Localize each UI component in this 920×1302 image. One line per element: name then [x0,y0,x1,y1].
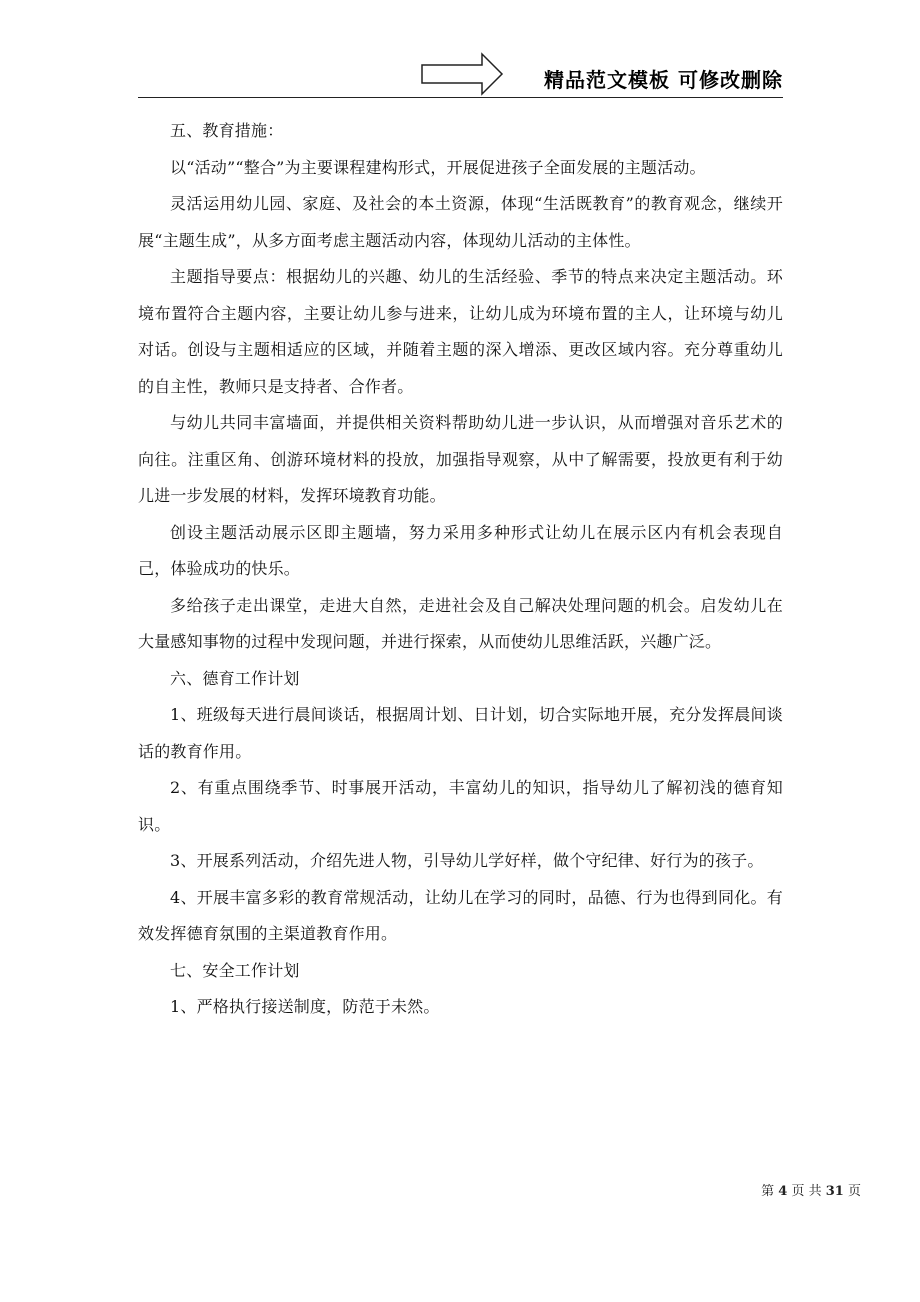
section-heading-5: 五、教育措施： [170,121,284,140]
footer-middle: 页 共 [791,1184,822,1199]
footer-suffix: 页 [847,1184,861,1199]
list-item: 1、班级每天进行晨间谈话，根据周计划、日计划，切合实际地开展，充分发挥晨间谈话的教育作用。 [138,705,783,761]
section-heading-6: 六、德育工作计划 [170,668,300,688]
list-item: 3、开展系列活动，介绍先进人物，引导幼儿学好样，做个守纪律、好行为的孩子。 [170,851,764,870]
footer-prefix: 第 [761,1184,775,1199]
list-item: 2、有重点围绕季节、时事展开活动，丰富幼儿的知识，指导幼儿了解初浅的德育知识。 [138,778,783,834]
paragraph: 主题指导要点：根据幼儿的兴趣、幼儿的生活经验、季节的特点来决定主题活动。环境布置符合主题内容，主要让幼儿参与进来，让幼儿成为环境布置的主人，让环境与幼儿对话。创设与主题相适应的区域，并随着主题的深入增添、更改区域内容。充分尊重幼儿的自主性，教师只是支持者、合作者。 [138,267,783,396]
page-number-footer [761,1180,861,1199]
section-heading-7: 七、安全工作计划 [170,960,300,980]
paragraph: 多给孩子走出课堂，走进大自然，走进社会及自己解决处理问题的机会。启发幼儿在大量感知事物的过程中发现问题，并进行探索，从而使幼儿思维活跃，兴趣广泛。 [138,595,783,651]
paragraph: 与幼儿共同丰富墙面，并提供相关资料帮助幼儿进一步认识，从而增强对音乐艺术的向往。注重区角、创游环境材料的投放，加强指导观察，从中了解需要，投放更有利于幼儿进一步发展的材料，发挥环境教育功能。 [138,413,783,505]
current-page-number: 4 [778,1184,788,1199]
page-header [138,50,783,98]
right-arrow-icon [420,52,504,96]
paragraph: 灵活运用幼儿园、家庭、及社会的本土资源，体现“生活既教育”的教育观念，继续开展“主题生成”，从多方面考虑主题活动内容，体现幼儿活动的主体性。 [138,194,783,250]
total-page-count: 31 [825,1184,844,1199]
list-item: 1、严格执行接送制度，防范于未然。 [170,997,440,1016]
paragraph: 以“活动”“整合”为主要课程建构形式，开展促进孩子全面发展的主题活动。 [170,157,706,177]
list-item: 4、开展丰富多彩的教育常规活动，让幼儿在学习的同时，品德、行为也得到同化。有效发挥德育氛围的主渠道教育作用。 [138,887,783,943]
document-body [138,113,783,1026]
header-divider [138,97,783,98]
paragraph: 创设主题活动展示区即主题墙，努力采用多种形式让幼儿在展示区内有机会表现自己，体验成功的快乐。 [138,522,783,578]
header-title: 精品范文模板 可修改删除 [544,68,783,92]
